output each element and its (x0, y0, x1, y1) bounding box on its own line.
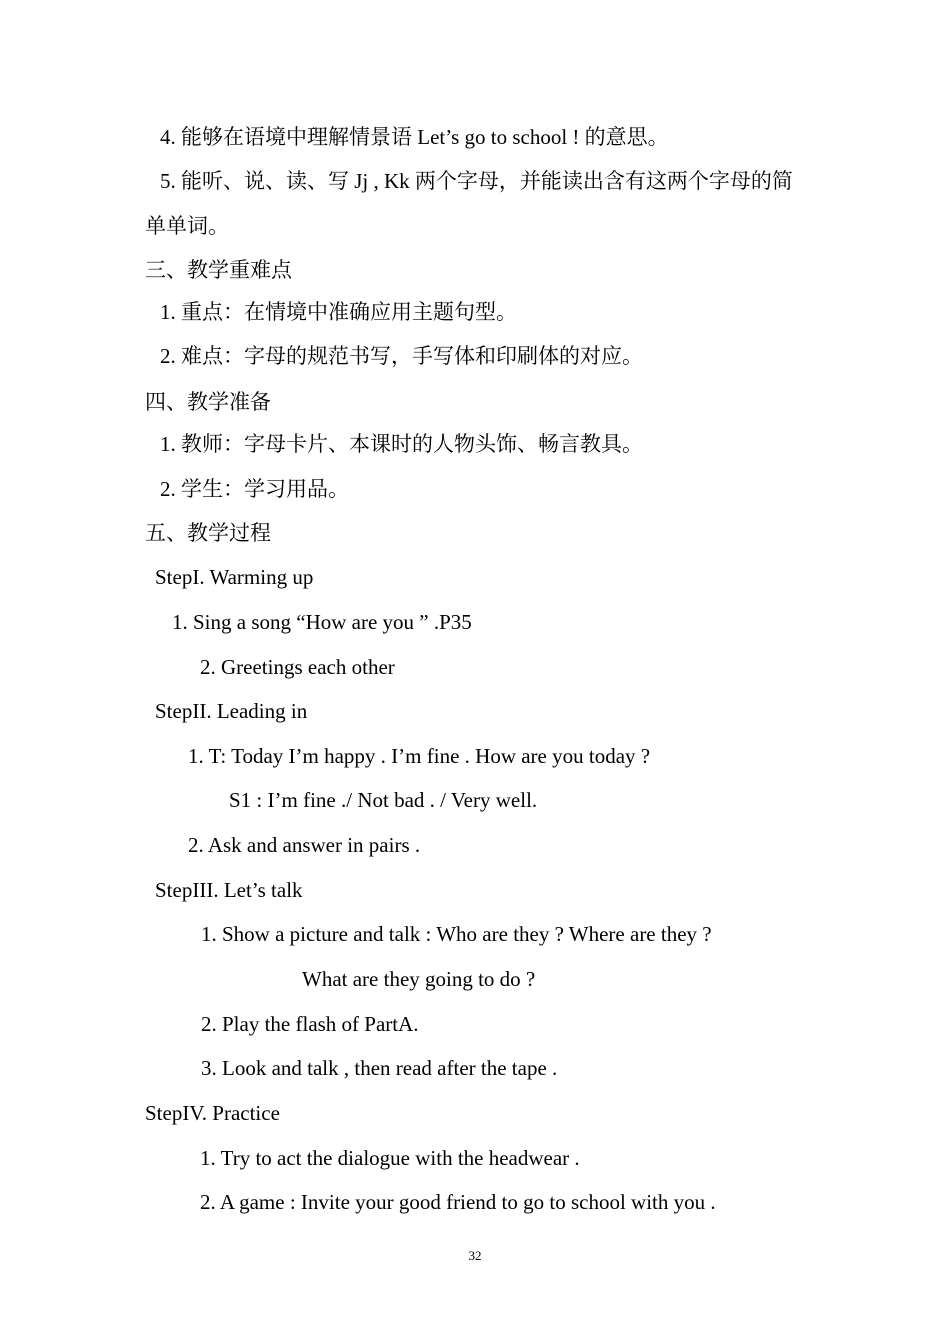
step-2-title: StepII. Leading in (155, 699, 308, 723)
step-3-item-2: 2. Play the flash of PartA. (201, 1012, 419, 1036)
step-3-title: StepIII. Let’s talk (155, 878, 303, 902)
step-3-item-1: 1. Show a picture and talk : Who are they ? Where are they ? (201, 922, 712, 946)
page-number: 32 (468, 1248, 482, 1263)
step-1-item-2: 2. Greetings each other (200, 655, 395, 679)
step-1-title: StepI. Warming up (155, 565, 314, 589)
section-heading-key-points: 三、教学重难点 (145, 258, 292, 282)
key-point-item-1: 1. 重点：在情境中准确应用主题句型。 (160, 300, 517, 324)
step-3-item-1-continued: What are they going to do ? (302, 967, 536, 991)
step-2-item-1: 1. T: Today I’m happy . I’m fine . How are you today ? (188, 744, 651, 768)
step-1-item-1: 1. Sing a song “How are you ” .P35 (172, 610, 472, 634)
objective-item-4: 4. 能够在语境中理解情景语 Let’s go to school ! 的意思。 (160, 125, 669, 149)
step-2-item-1-reply: S1 : I’m fine ./ Not bad . / Very well. (229, 788, 538, 812)
key-point-item-2: 2. 难点：字母的规范书写，手写体和印刷体的对应。 (160, 344, 643, 368)
step-4-item-1: 1. Try to act the dialogue with the headwear . (200, 1146, 580, 1170)
step-4-item-2: 2. A game : Invite your good friend to go to school with you . (200, 1190, 716, 1214)
section-heading-preparation: 四、教学准备 (145, 390, 271, 414)
step-4-title: StepIV. Practice (145, 1101, 280, 1125)
preparation-item-1: 1. 教师：字母卡片、本课时的人物头饰、畅言教具。 (160, 432, 643, 456)
objective-item-5: 5. 能听、说、读、写 Jj , Kk 两个字母，并能读出含有这两个字母的简 (160, 169, 793, 193)
preparation-item-2: 2. 学生：学习用品。 (160, 477, 349, 501)
section-heading-process: 五、教学过程 (145, 521, 271, 545)
step-3-item-3: 3. Look and talk , then read after the tape . (201, 1056, 558, 1080)
objective-item-5-continued: 单单词。 (145, 214, 229, 238)
step-2-item-2: 2. Ask and answer in pairs . (188, 833, 421, 857)
